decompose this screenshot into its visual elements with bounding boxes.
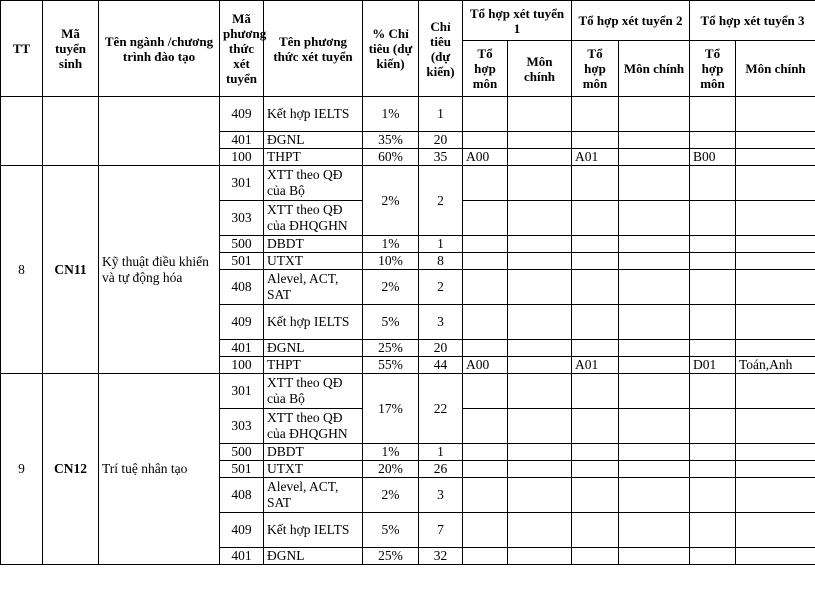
cell-tt: 9 <box>1 374 43 565</box>
cell-mon-chinh-1 <box>508 548 572 565</box>
cell-pct: 17% <box>363 374 419 444</box>
cell-to-hop-3 <box>690 374 736 409</box>
cell-mon-chinh-3 <box>736 513 815 548</box>
cell-ma <box>43 97 99 166</box>
cell-mon-chinh-1 <box>508 166 572 201</box>
cell-method: Alevel, ACT, SAT <box>264 478 363 513</box>
cell-code: 303 <box>220 409 264 444</box>
cell-mon-chinh-3 <box>736 461 815 478</box>
cell-pct: 5% <box>363 513 419 548</box>
cell-code: 409 <box>220 97 264 132</box>
cell-code: 301 <box>220 166 264 201</box>
header-ma-tuyen-sinh: Mã tuyển sinh <box>43 1 99 97</box>
cell-to-hop-2: A01 <box>572 357 619 374</box>
cell-mon-chinh-2 <box>619 478 690 513</box>
cell-pct: 25% <box>363 340 419 357</box>
cell-code: 408 <box>220 270 264 305</box>
cell-to-hop-1 <box>463 444 508 461</box>
cell-method: THPT <box>264 149 363 166</box>
cell-quota: 26 <box>419 461 463 478</box>
cell-to-hop-3 <box>690 201 736 236</box>
cell-mon-chinh-1 <box>508 513 572 548</box>
cell-mon-chinh-2 <box>619 305 690 340</box>
cell-to-hop-1 <box>463 340 508 357</box>
cell-quota: 44 <box>419 357 463 374</box>
cell-mon-chinh-2 <box>619 357 690 374</box>
cell-ma: CN11 <box>43 166 99 374</box>
cell-mon-chinh-2 <box>619 253 690 270</box>
header-to-hop-mon-3: Tổ hợp môn <box>690 41 736 97</box>
cell-to-hop-2 <box>572 253 619 270</box>
cell-mon-chinh-3 <box>736 270 815 305</box>
cell-code: 408 <box>220 478 264 513</box>
cell-to-hop-1 <box>463 513 508 548</box>
header-to-hop-1: Tổ hợp xét tuyển 1 <box>463 1 572 41</box>
cell-to-hop-1: A00 <box>463 357 508 374</box>
cell-ten-nganh <box>99 97 220 166</box>
cell-to-hop-2 <box>572 201 619 236</box>
cell-mon-chinh-3 <box>736 374 815 409</box>
cell-pct: 2% <box>363 478 419 513</box>
cell-mon-chinh-3 <box>736 236 815 253</box>
cell-mon-chinh-3: Toán,Anh <box>736 357 815 374</box>
table-row <box>1 166 815 201</box>
header-chi-tieu: Chỉ tiêu (dự kiến) <box>419 1 463 97</box>
table-row <box>1 97 815 132</box>
cell-to-hop-2 <box>572 305 619 340</box>
cell-mon-chinh-2 <box>619 270 690 305</box>
header-mon-chinh-3: Môn chính <box>736 41 815 97</box>
cell-to-hop-3 <box>690 236 736 253</box>
cell-to-hop-2 <box>572 166 619 201</box>
cell-mon-chinh-1 <box>508 444 572 461</box>
cell-to-hop-1: A00 <box>463 149 508 166</box>
cell-quota: 1 <box>419 97 463 132</box>
cell-code: 100 <box>220 149 264 166</box>
cell-to-hop-3 <box>690 444 736 461</box>
cell-to-hop-3 <box>690 478 736 513</box>
cell-mon-chinh-2 <box>619 374 690 409</box>
cell-to-hop-2 <box>572 548 619 565</box>
cell-mon-chinh-1 <box>508 409 572 444</box>
cell-code: 401 <box>220 132 264 149</box>
header-tt: TT <box>1 1 43 97</box>
cell-to-hop-3 <box>690 461 736 478</box>
header-ten-phuong-thuc: Tên phương thức xét tuyển <box>264 1 363 97</box>
cell-to-hop-1 <box>463 374 508 409</box>
cell-pct: 5% <box>363 305 419 340</box>
cell-mon-chinh-3 <box>736 201 815 236</box>
cell-to-hop-2 <box>572 444 619 461</box>
cell-mon-chinh-2 <box>619 444 690 461</box>
header-to-hop-2: Tổ hợp xét tuyển 2 <box>572 1 690 41</box>
cell-to-hop-3 <box>690 305 736 340</box>
cell-mon-chinh-2 <box>619 548 690 565</box>
cell-mon-chinh-1 <box>508 478 572 513</box>
cell-method: XTT theo QĐ của Bộ <box>264 374 363 409</box>
cell-method: DBDT <box>264 236 363 253</box>
cell-method: XTT theo QĐ của ĐHQGHN <box>264 409 363 444</box>
cell-mon-chinh-1 <box>508 340 572 357</box>
cell-to-hop-1 <box>463 548 508 565</box>
cell-method: DBDT <box>264 444 363 461</box>
cell-to-hop-3 <box>690 340 736 357</box>
header-to-hop-mon-1: Tổ hợp môn <box>463 41 508 97</box>
cell-to-hop-2 <box>572 513 619 548</box>
cell-code: 501 <box>220 253 264 270</box>
cell-pct: 10% <box>363 253 419 270</box>
cell-mon-chinh-2 <box>619 409 690 444</box>
cell-mon-chinh-3 <box>736 548 815 565</box>
cell-code: 401 <box>220 340 264 357</box>
cell-to-hop-3 <box>690 166 736 201</box>
cell-mon-chinh-1 <box>508 236 572 253</box>
cell-method: XTT theo QĐ của ĐHQGHN <box>264 201 363 236</box>
cell-quota: 20 <box>419 132 463 149</box>
cell-to-hop-1 <box>463 201 508 236</box>
cell-mon-chinh-2 <box>619 513 690 548</box>
cell-code: 409 <box>220 305 264 340</box>
cell-to-hop-3: B00 <box>690 149 736 166</box>
cell-method: THPT <box>264 357 363 374</box>
cell-method: Alevel, ACT, SAT <box>264 270 363 305</box>
cell-mon-chinh-2 <box>619 340 690 357</box>
cell-to-hop-2 <box>572 374 619 409</box>
cell-ten-nganh: Trí tuệ nhân tạo <box>99 374 220 565</box>
cell-to-hop-2 <box>572 340 619 357</box>
cell-tt <box>1 97 43 166</box>
cell-mon-chinh-3 <box>736 253 815 270</box>
cell-code: 409 <box>220 513 264 548</box>
cell-method: Kết hợp IELTS <box>264 305 363 340</box>
cell-quota: 3 <box>419 305 463 340</box>
cell-pct: 2% <box>363 270 419 305</box>
cell-quota: 35 <box>419 149 463 166</box>
cell-mon-chinh-3 <box>736 166 815 201</box>
cell-code: 500 <box>220 444 264 461</box>
cell-to-hop-3 <box>690 548 736 565</box>
cell-method: UTXT <box>264 253 363 270</box>
cell-to-hop-1 <box>463 478 508 513</box>
cell-to-hop-3: D01 <box>690 357 736 374</box>
cell-method: ĐGNL <box>264 340 363 357</box>
cell-mon-chinh-1 <box>508 374 572 409</box>
cell-quota: 20 <box>419 340 463 357</box>
cell-quota: 2 <box>419 166 463 236</box>
cell-to-hop-2 <box>572 461 619 478</box>
cell-quota: 3 <box>419 478 463 513</box>
cell-mon-chinh-1 <box>508 305 572 340</box>
cell-mon-chinh-3 <box>736 444 815 461</box>
cell-to-hop-3 <box>690 409 736 444</box>
cell-pct: 1% <box>363 236 419 253</box>
cell-quota: 7 <box>419 513 463 548</box>
header-mon-chinh-2: Môn chính <box>619 41 690 97</box>
cell-method: Kết hợp IELTS <box>264 97 363 132</box>
cell-pct: 25% <box>363 548 419 565</box>
cell-method: Kết hợp IELTS <box>264 513 363 548</box>
cell-to-hop-2 <box>572 409 619 444</box>
cell-pct: 60% <box>363 149 419 166</box>
header-pct-chi-tieu: % Chỉ tiêu (dự kiến) <box>363 1 419 97</box>
cell-mon-chinh-2 <box>619 461 690 478</box>
cell-quota: 1 <box>419 236 463 253</box>
cell-mon-chinh-1 <box>508 357 572 374</box>
cell-mon-chinh-2 <box>619 166 690 201</box>
cell-to-hop-3 <box>690 253 736 270</box>
cell-mon-chinh-3 <box>736 305 815 340</box>
header-mon-chinh-1: Môn chính <box>508 41 572 97</box>
cell-quota: 8 <box>419 253 463 270</box>
cell-method: XTT theo QĐ của Bộ <box>264 166 363 201</box>
cell-to-hop-1 <box>463 166 508 201</box>
cell-quota: 2 <box>419 270 463 305</box>
cell-mon-chinh-2 <box>619 201 690 236</box>
cell-to-hop-3 <box>690 513 736 548</box>
cell-tt: 8 <box>1 166 43 374</box>
cell-mon-chinh-3 <box>736 478 815 513</box>
cell-code: 303 <box>220 201 264 236</box>
cell-mon-chinh-1 <box>508 270 572 305</box>
cell-pct: 55% <box>363 357 419 374</box>
cell-mon-chinh-3 <box>736 409 815 444</box>
cell-code: 401 <box>220 548 264 565</box>
cell-mon-chinh-2 <box>619 236 690 253</box>
cell-mon-chinh-1 <box>508 461 572 478</box>
header-to-hop-mon-2: Tổ hợp môn <box>572 41 619 97</box>
cell-pct: 1% <box>363 444 419 461</box>
cell-code: 100 <box>220 357 264 374</box>
cell-code: 500 <box>220 236 264 253</box>
cell-to-hop-1 <box>463 409 508 444</box>
cell-pct: 20% <box>363 461 419 478</box>
cell-mon-chinh-3 <box>736 340 815 357</box>
cell-to-hop-2 <box>572 478 619 513</box>
cell-mon-chinh-1 <box>508 201 572 236</box>
cell-method: UTXT <box>264 461 363 478</box>
header-ma-phuong-thuc: Mã phương thức xét tuyển <box>220 1 264 97</box>
cell-to-hop-1 <box>463 461 508 478</box>
cell-ten-nganh: Kỹ thuật điều khiển và tự động hóa <box>99 166 220 374</box>
cell-mon-chinh-1 <box>508 253 572 270</box>
cell-to-hop-2: A01 <box>572 149 619 166</box>
cell-quota: 1 <box>419 444 463 461</box>
table-row <box>1 374 815 409</box>
cell-pct: 2% <box>363 166 419 236</box>
cell-to-hop-2 <box>572 270 619 305</box>
cell-to-hop-1 <box>463 305 508 340</box>
cell-to-hop-1 <box>463 253 508 270</box>
cell-to-hop-1 <box>463 236 508 253</box>
cell-code: 301 <box>220 374 264 409</box>
header-to-hop-3: Tổ hợp xét tuyển 3 <box>690 1 815 41</box>
cell-to-hop-1 <box>463 270 508 305</box>
cell-quota: 22 <box>419 374 463 444</box>
cell-code: 501 <box>220 461 264 478</box>
header-ten-nganh: Tên ngành /chương trình đào tạo <box>99 1 220 97</box>
cell-to-hop-2 <box>572 236 619 253</box>
cell-pct: 1% <box>363 97 419 132</box>
cell-to-hop-3 <box>690 270 736 305</box>
cell-ma: CN12 <box>43 374 99 565</box>
cell-pct: 35% <box>363 132 419 149</box>
cell-method: ĐGNL <box>264 132 363 149</box>
cell-method: ĐGNL <box>264 548 363 565</box>
cell-quota: 32 <box>419 548 463 565</box>
